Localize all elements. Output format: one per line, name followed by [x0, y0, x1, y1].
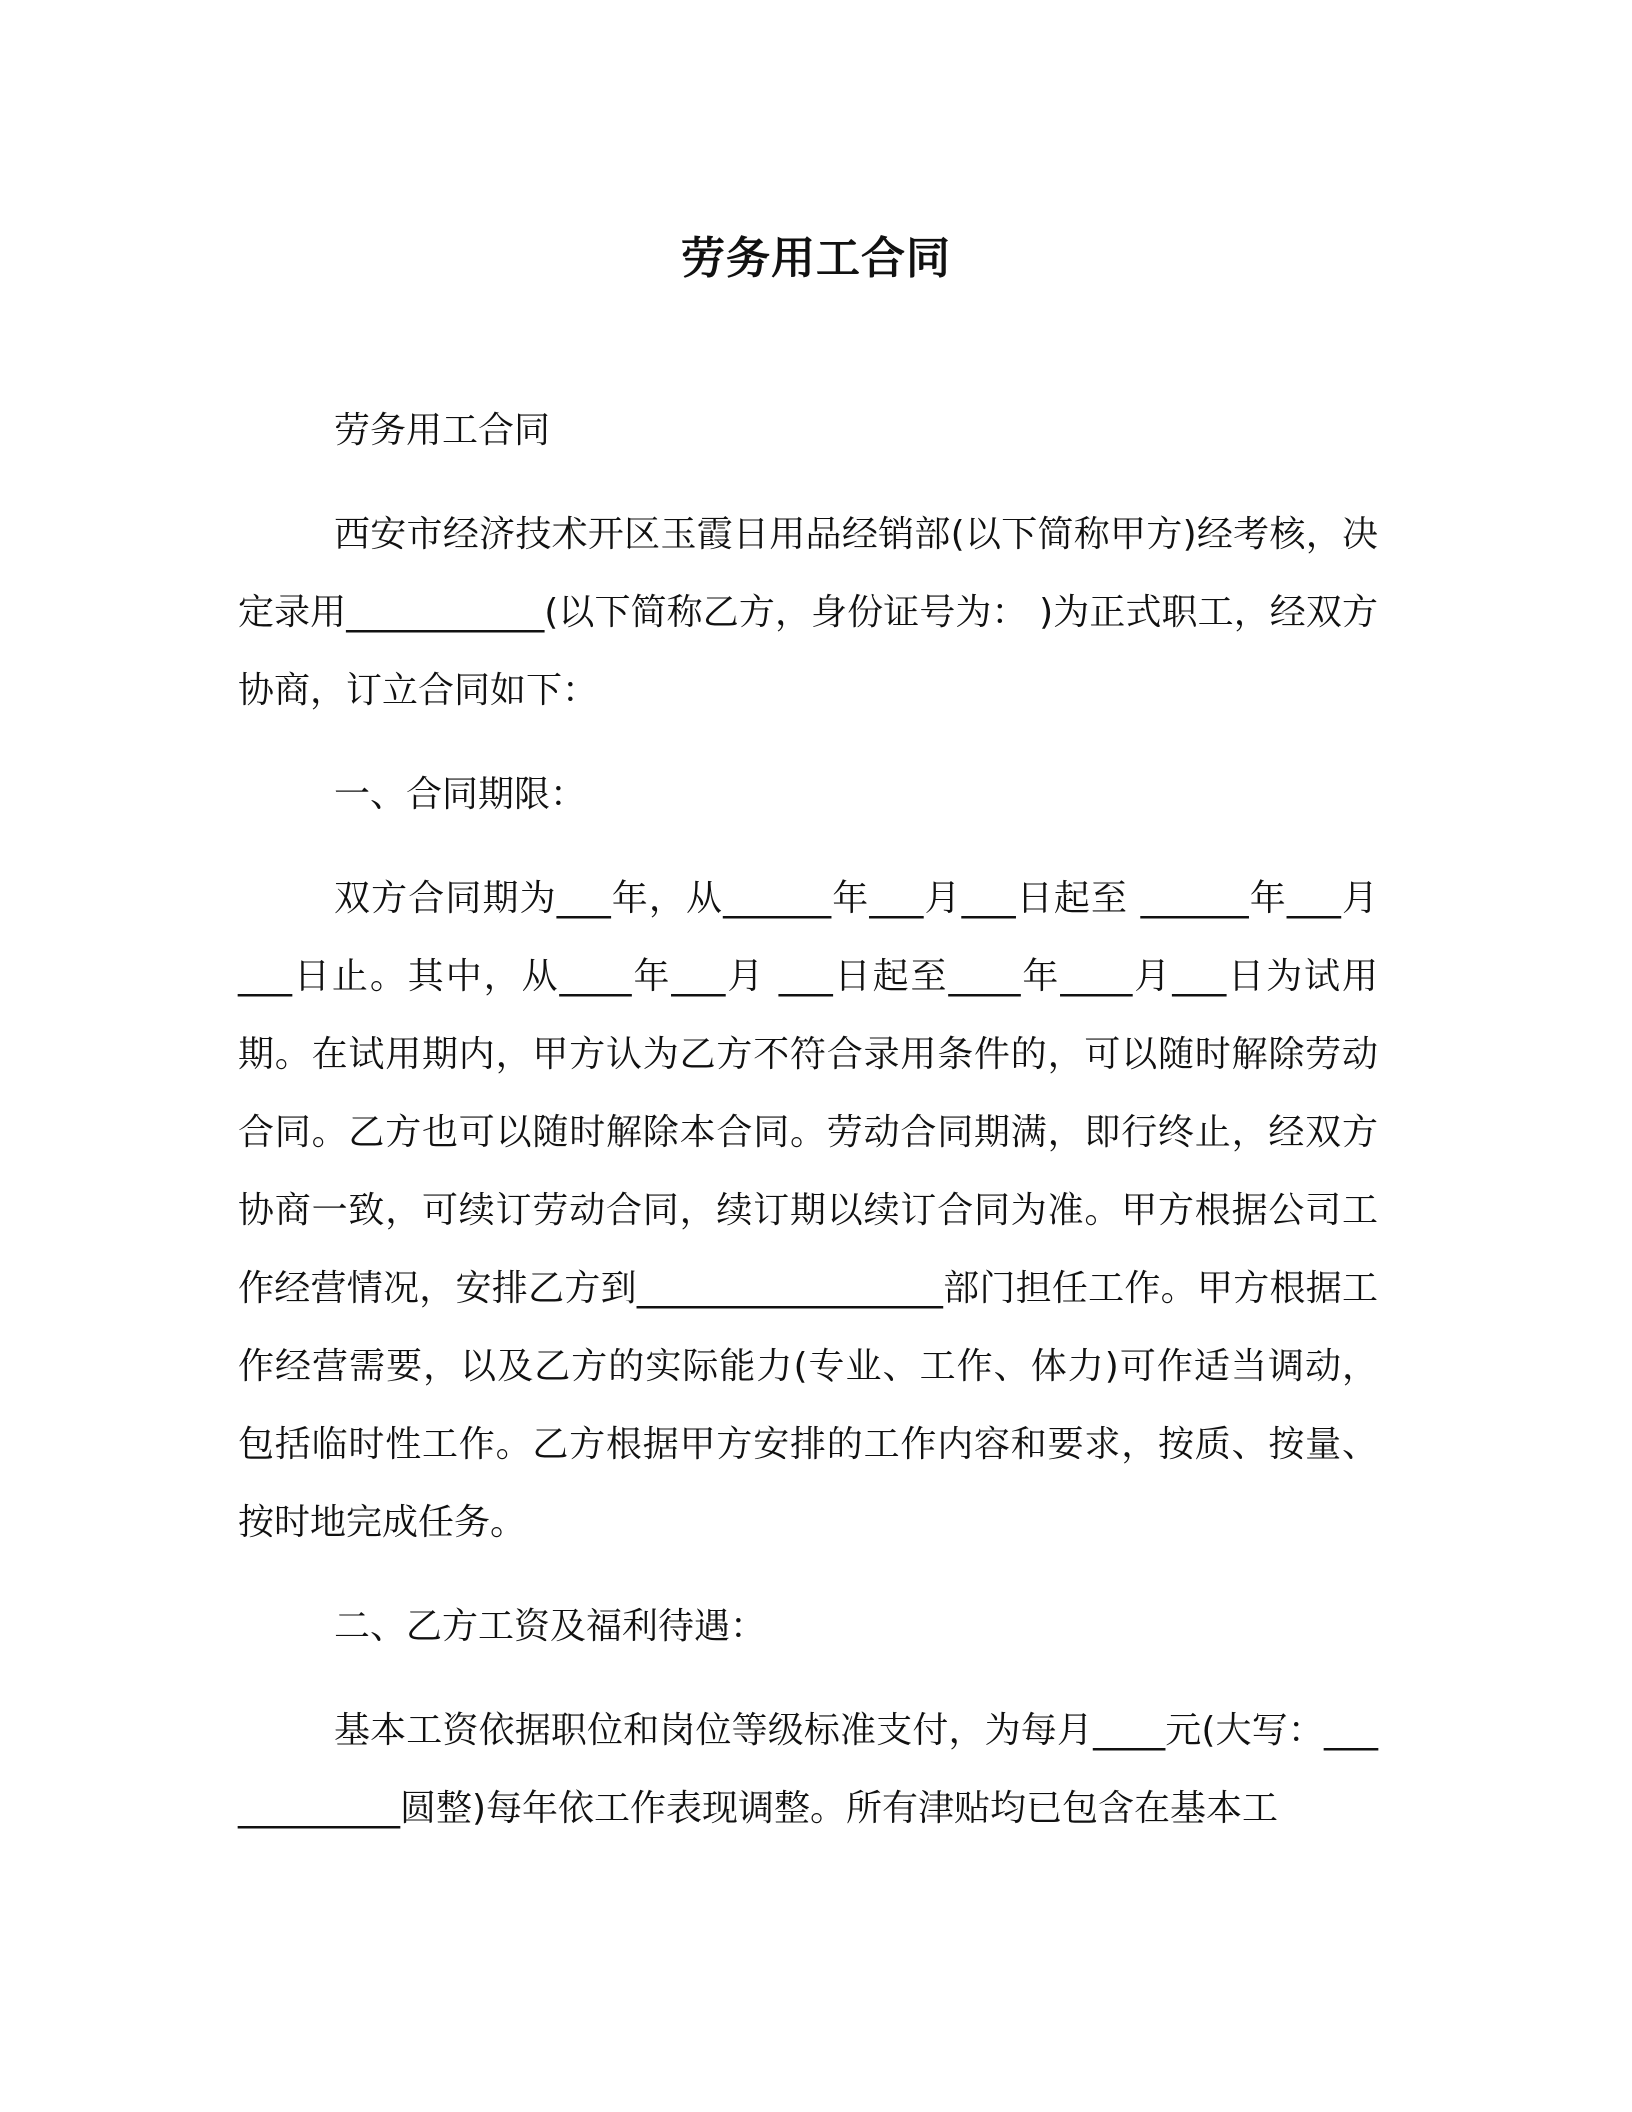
section-heading-term: 一、合同期限： [334, 774, 587, 815]
section-heading-salary: 二、乙方工资及福利待遇： [334, 1606, 767, 1647]
intro-paragraph: 西安市经济技术开区玉霞日用品经销部(以下简称甲方)经考核，决定录用___________(以下简称乙方，身份证号为： )为正式职工，经双方协商，订立合同如下： [238, 514, 1378, 711]
salary-paragraph: 基本工资依据职位和岗位等级标准支付，为每月____元(大写：____________圆整)每年依工作表现调整。所有津贴均已包含在基本工 [238, 1710, 1378, 1829]
document-body [238, 392, 1378, 1874]
subtitle-paragraph: 劳务用工合同 [334, 410, 551, 451]
term-paragraph: 双方合同期为___年，从______年___月___日起至 ______年___月 ___日止。其中，从____年___月 ___日起至____年____月___日为试用期。在试用期内，甲方认为乙方不符合录用条件的，可以随时解除劳动合同。乙方也可以随时解除本合同。劳动合同期满，即行终止，经双方协商一致，可续订劳动合同，续订期以续订合同为准。甲方根据公司工作经营情况，安排乙方到_________________部门担任工作。甲方根据工作经营需要，以及乙方的实际能力(专业、工作、体力)可作适当调动，包括临时性工作。乙方根据甲方安排的工作内容和要求，按质、按量、按时地完成任务。 [238, 878, 1378, 1543]
document-title: 劳务用工合同 [681, 233, 951, 284]
